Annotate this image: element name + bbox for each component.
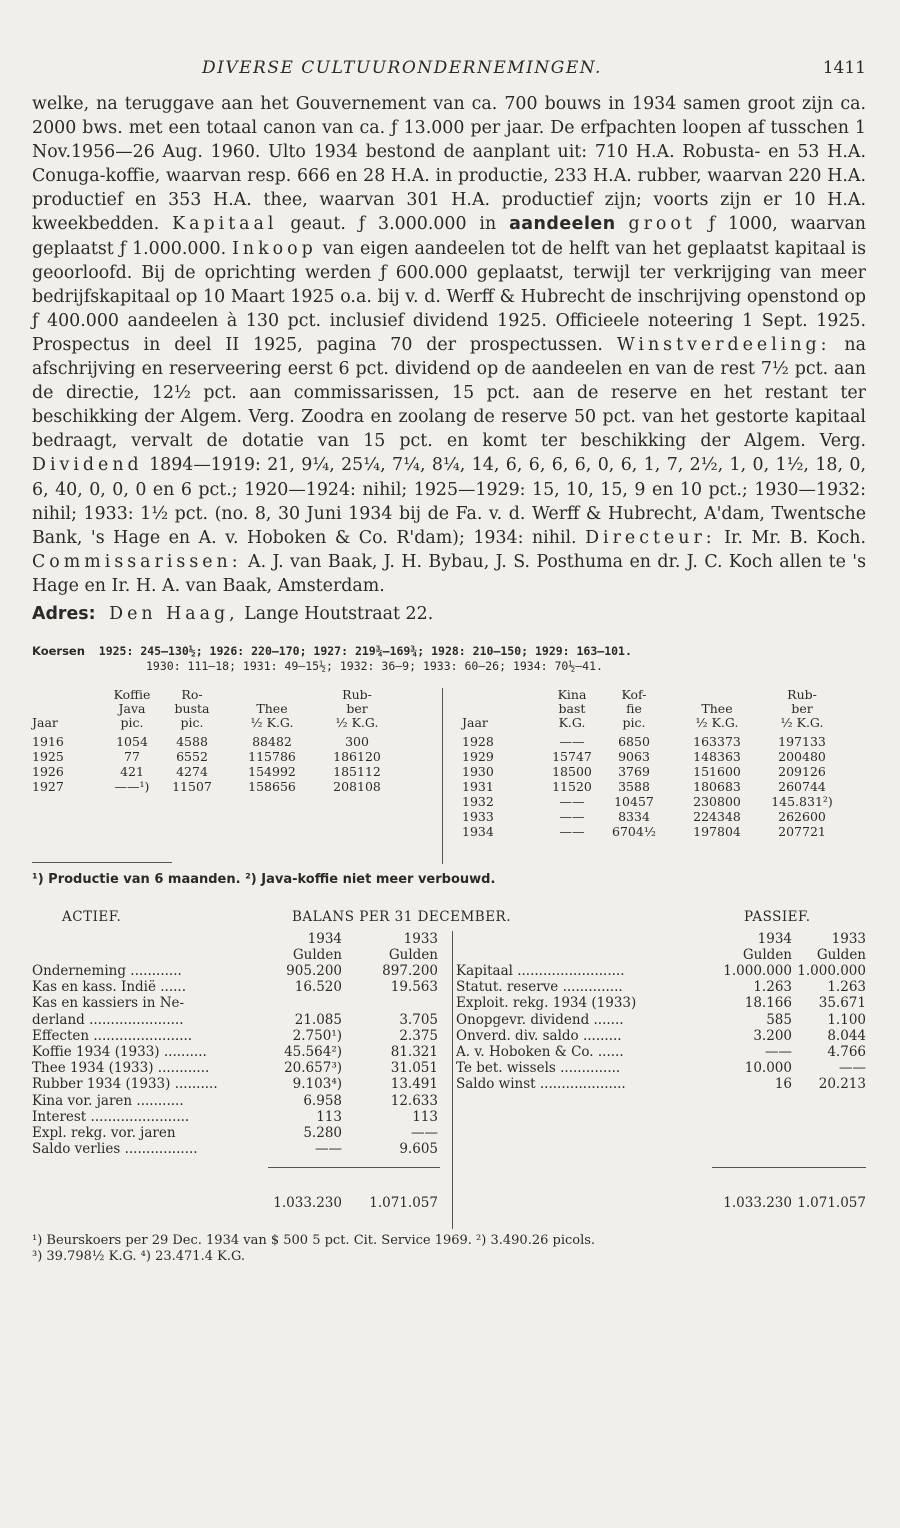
actief-label-6: Thee 1934 (1933) ............: [32, 1060, 210, 1077]
actief-1933-0: 897.200: [382, 962, 438, 979]
commissarissen-label: Commissarissen:: [32, 551, 242, 572]
address-label: Adres:: [32, 603, 96, 624]
right-cell-1-2: 9063: [618, 748, 650, 764]
actief-1934-9: 113: [316, 1108, 342, 1125]
actief-1934-10: 5.280: [303, 1124, 342, 1141]
actief-label-9: Interest .......................: [32, 1108, 190, 1125]
page-header: [32, 58, 866, 92]
left-header-3-2: ½ K.G.: [250, 714, 294, 730]
right-cell-0-1: ——: [559, 733, 585, 749]
left-cell-1-2: 6552: [176, 748, 208, 764]
right-cell-5-3: 224348: [693, 808, 741, 824]
share-prices: [32, 644, 866, 674]
production-footnote: ¹) Productie van 6 maanden. ²) Java-koffie niet meer verbouwd.: [32, 871, 496, 887]
right-cell-0-2: 6850: [618, 733, 650, 749]
inkoop-label: Inkoop: [232, 238, 317, 259]
actief-label-4: Effecten .......................: [32, 1027, 193, 1044]
left-cell-0-0: 1916: [32, 733, 64, 749]
right-header-1-2: K.G.: [558, 714, 586, 730]
directeur-label: Directeur:: [585, 527, 716, 548]
right-cell-6-0: 1934: [462, 823, 494, 839]
right-header-2-2: pic.: [622, 714, 646, 730]
left-cell-3-4: 208108: [333, 778, 381, 794]
actief-1933-3: 3.705: [399, 1011, 438, 1028]
footnote-rule: [32, 862, 172, 863]
passief-1934-1: 1.263: [753, 979, 792, 996]
text-commissarissen: A. J. van Baak, J. H. Bybau, J. S. Posthuma en dr. J. C. Koch allen te 's Hage en Ir. H. A. van Baak, Amsterdam.: [32, 551, 867, 596]
left-cell-1-1: 77: [124, 748, 140, 764]
left-header-2-2: pic.: [180, 714, 204, 730]
right-cell-3-0: 1931: [462, 778, 494, 794]
right-header-2-0: Kof-: [621, 686, 647, 702]
right-header-4-0: Rub-: [787, 686, 817, 702]
passief-1933-2: 35.671: [818, 995, 866, 1012]
passief-1934-4: 3.200: [753, 1027, 792, 1044]
actief-1933-11: 9.605: [399, 1141, 438, 1158]
actief-1934-7: 9.103⁴): [292, 1076, 342, 1093]
actief-currency-1934: Gulden: [292, 946, 342, 963]
address-city: Den Haag,: [109, 603, 239, 624]
page-number: 1411: [822, 58, 866, 78]
right-cell-4-0: 1932: [462, 793, 494, 809]
right-cell-2-2: 3769: [618, 763, 650, 779]
footnote-line-1: ¹) Beurskoers per 29 Dec. 1934 van $ 500 5 pct. Cit. Service 1969. ²) 3.490.26 picols.: [32, 1232, 596, 1248]
passief-1933-5: 4.766: [827, 1043, 866, 1060]
right-cell-3-2: 3588: [618, 778, 650, 794]
actief-1934-11: ——: [315, 1141, 342, 1158]
koersen-line-1: 1925: 245—130½; 1926: 220—170; 1927: 219¾—169¾; 1928: 210—150; 1929: 163—101.: [98, 643, 632, 658]
left-header-2-1: busta: [174, 700, 210, 716]
text-aanplant: welke, na teruggave aan het Gouvernement van ca. 700 bouws in 1934 samen groot zijn ca. 2000 bws. met een totaal canon van ca. ƒ 13.000 per jaar. De erfpachten loopen af tusschen 1 Nov.1956—26 Aug. 1960. Ulto 1934 bestond de aanplant uit: 710 H.A. Robusta- en 53 H.A. Conuga-koffie, waarvan resp. 666 en 28 H.A. in productie, 233 H.A. rubber, waarvan 220 H.A. productief en 353 H.A. thee, waarvan 301 H.A. productief zijn; voorts zijn er 10 H.A. kweekbedden.: [32, 94, 866, 235]
right-cell-5-0: 1933: [462, 808, 494, 824]
right-cell-0-4: 197133: [778, 733, 826, 749]
actief-1933-10: ——: [411, 1124, 438, 1141]
actief-1933-4: 2.375: [399, 1027, 438, 1044]
right-header-4-1: ber: [791, 700, 813, 716]
actief-label: ACTIEF.: [62, 908, 122, 925]
right-cell-4-3: 230800: [693, 793, 741, 809]
right-cell-2-1: 18500: [552, 763, 592, 779]
koersen-label: Koersen: [32, 643, 85, 658]
left-cell-0-1: 1054: [116, 733, 148, 749]
actief-label-7: Rubber 1934 (1933) ..........: [32, 1076, 218, 1093]
passief-label-5: A. v. Hoboken & Co. ......: [456, 1043, 624, 1060]
actief-1934-3: 21.085: [294, 1011, 342, 1028]
right-cell-4-4: 145.831²): [771, 793, 833, 809]
passief-year-1933: 1933: [831, 930, 866, 947]
balance-divider: [452, 931, 453, 1229]
passief-1934-3: 585: [766, 1011, 792, 1028]
actief-1934-4: 2.750¹): [292, 1027, 342, 1044]
right-header-3-2: ½ K.G.: [695, 714, 739, 730]
right-header-0-2: Jaar: [462, 714, 488, 730]
passief-total-1933: 1.071.057: [797, 1194, 866, 1211]
running-title: DIVERSE CULTUURONDERNEMINGEN.: [202, 58, 602, 78]
company-description: [32, 92, 866, 598]
page: [32, 58, 866, 1265]
footnote-line-2: ³) 39.798½ K.G. ⁴) 23.471.4 K.G.: [32, 1248, 246, 1264]
actief-1933-6: 31.051: [390, 1060, 438, 1077]
text-geplaatst: ƒ 1000, waarvan geplaatst ƒ 1.000.000.: [32, 214, 867, 259]
left-cell-2-1: 421: [120, 763, 144, 779]
right-cell-5-4: 262600: [778, 808, 826, 824]
passief-1934-5: ——: [765, 1043, 792, 1060]
text-dividend: 1894—1919: 21, 9¼, 25¼, 7¼, 8¼, 14, 6, 6, 6, 6, 0, 6, 1, 7, 2½, 1, 0, 1½, 18, 0, 6, 40, 0, 0, 0 en 6 pct.; 1920—1924: nihil; 1925—1929: 15, 10, 15, 9 en 10 pct.; 1930—1932: nihil; 1933: 1½ pct. (no. 8, 30 Juni 1934 bij de Fa. v. d. Werff & Hubrecht, A'dam, Twentsche Bank, 's Hage en A. v. Hoboken & Co. R'dam); 1934: nihil.: [32, 455, 866, 548]
left-cell-1-3: 115786: [248, 748, 296, 764]
actief-label-5: Koffie 1934 (1933) ..........: [32, 1043, 207, 1060]
actief-1934-8: 6.958: [303, 1092, 342, 1109]
passief-label-6: Te bet. wissels ..............: [456, 1060, 621, 1077]
passief-1934-6: 10.000: [744, 1060, 792, 1077]
actief-label-8: Kina vor. jaren ...........: [32, 1092, 184, 1109]
left-cell-0-3: 88482: [252, 733, 292, 749]
text-inkoop: van eigen aandeelen tot de helft van het geplaatst kapitaal is geoorloofd. Bij de oprichting werden ƒ 600.000 geplaatst, terwijl ter verkrijging van meer bedrijfskapitaal op 10 Maart 1925 o.a. bij v. d. Werff & Hubrecht de inschrijving openstond op ƒ 400.000 aandeelen à 130 pct. inclusief dividend 1925. Officieele noteering 1 Sept. 1925. Prospectus in deel II 1925, pagina 70 der prospectussen.: [32, 238, 867, 355]
aandeelen-label: aandeelen: [509, 214, 616, 235]
actief-label-10: Expl. rekg. vor. jaren: [32, 1124, 176, 1141]
actief-total-rule: [268, 1167, 440, 1168]
right-header-4-2: ½ K.G.: [780, 714, 824, 730]
passief-1933-7: 20.213: [818, 1076, 866, 1093]
passief-1933-1: 1.263: [827, 979, 866, 996]
right-header-3-1: Thee: [701, 700, 733, 716]
balance-footnotes: [32, 1233, 866, 1265]
passief-1934-0: 1.000.000: [723, 962, 792, 979]
right-cell-1-0: 1929: [462, 748, 494, 764]
right-cell-2-0: 1930: [462, 763, 494, 779]
passief-1934-7: 16: [774, 1076, 792, 1093]
right-cell-6-3: 197804: [693, 823, 741, 839]
passief-label-7: Saldo winst ....................: [456, 1076, 626, 1093]
table-divider: [442, 688, 443, 864]
actief-1933-8: 12.633: [390, 1092, 438, 1109]
passief-1934-2: 18.166: [744, 995, 792, 1012]
passief-total-rule: [712, 1167, 866, 1168]
actief-year-1933: 1933: [403, 930, 438, 947]
koersen-line-2: 1930: 111—18; 1931: 49—15½; 1932: 36—9; 1933: 60—26; 1934: 70½—41.: [146, 658, 603, 673]
left-cell-2-3: 154992: [248, 763, 296, 779]
left-cell-3-1: ——¹): [114, 778, 150, 794]
left-header-4-0: Rub-: [342, 686, 372, 702]
left-cell-3-2: 11507: [172, 778, 212, 794]
right-cell-6-1: ——: [559, 823, 585, 839]
passief-label-2: Exploit. rekg. 1934 (1933): [456, 995, 637, 1012]
left-header-1-0: Koffie: [113, 686, 151, 702]
right-cell-1-1: 15747: [552, 748, 592, 764]
left-cell-2-2: 4274: [176, 763, 208, 779]
right-cell-0-3: 163373: [693, 733, 741, 749]
passief-label: PASSIEF.: [744, 908, 811, 925]
passief-1933-4: 8.044: [827, 1027, 866, 1044]
text-winstverdeeling: na afschrijving en reserveering eerst 6 pct. dividend op de aandeelen en van de rest 7½ pct. aan de directie, 12½ pct. aan commissarissen, 15 pct. aan de reserve en het restant ter beschikking der Algem. Verg. Zoodra en zoolang de reserve 50 pct. van het gestorte kapitaal bedraagt, vervalt de dotatie van 15 pct. en komt ter beschikking der Algem. Verg.: [32, 334, 866, 452]
actief-year-1934: 1934: [307, 930, 342, 947]
actief-label-11: Saldo verlies .................: [32, 1141, 198, 1158]
actief-1934-5: 45.564²): [284, 1043, 342, 1060]
actief-label-1: Kas en kass. Indië ......: [32, 979, 187, 996]
passief-label-3: Onopgevr. dividend .......: [456, 1011, 624, 1028]
right-cell-0-0: 1928: [462, 733, 494, 749]
actief-1933-7: 13.491: [390, 1076, 438, 1093]
left-header-0-2: Jaar: [32, 714, 58, 730]
actief-1933-1: 19.563: [390, 979, 438, 996]
actief-currency-1933: Gulden: [388, 946, 438, 963]
left-cell-2-4: 185112: [333, 763, 381, 779]
passief-year-1934: 1934: [757, 930, 792, 947]
winstverdeeling-label: Winstverdeeling:: [616, 334, 831, 355]
left-header-1-2: pic.: [120, 714, 144, 730]
passief-label-4: Onverd. div. saldo .........: [456, 1027, 622, 1044]
right-cell-6-4: 207721: [778, 823, 826, 839]
passief-total-1934: 1.033.230: [723, 1194, 792, 1211]
right-cell-2-4: 209126: [778, 763, 826, 779]
passief-label-0: Kapitaal .........................: [456, 962, 625, 979]
address-street: Lange Houtstraat 22.: [244, 603, 434, 624]
balance-sheet: [32, 909, 866, 1229]
production-table: [32, 688, 866, 864]
left-header-4-2: ½ K.G.: [335, 714, 379, 730]
passief-1933-6: ——: [839, 1060, 866, 1077]
text-directeur: Ir. Mr. B. Koch.: [724, 527, 866, 548]
actief-1934-0: 905.200: [286, 962, 342, 979]
balance-title: BALANS PER 31 DECEMBER.: [292, 908, 512, 925]
passief-label-1: Statut. reserve ..............: [456, 979, 623, 996]
actief-1933-5: 81.321: [390, 1043, 438, 1060]
right-header-2-1: fie: [626, 700, 642, 716]
right-cell-3-4: 260744: [778, 778, 826, 794]
left-header-1-1: Java: [118, 700, 146, 716]
left-header-2-0: Ro-: [181, 686, 203, 702]
passief-1933-3: 1.100: [827, 1011, 866, 1028]
left-cell-1-0: 1925: [32, 748, 64, 764]
right-cell-3-1: 11520: [552, 778, 592, 794]
actief-1934-1: 16.520: [294, 979, 342, 996]
right-header-1-1: bast: [558, 700, 586, 716]
right-cell-4-2: 10457: [614, 793, 654, 809]
dividend-label: Dividend: [32, 455, 143, 476]
right-cell-1-4: 200480: [778, 748, 826, 764]
actief-1933-9: 113: [412, 1108, 438, 1125]
actief-total-1934: 1.033.230: [273, 1194, 342, 1211]
right-cell-2-3: 151600: [693, 763, 741, 779]
left-cell-0-4: 300: [345, 733, 369, 749]
left-cell-3-3: 158656: [248, 778, 296, 794]
groot-label: groot: [628, 214, 696, 235]
actief-label-2: Kas en kassiers in Ne-: [32, 995, 185, 1012]
right-cell-4-1: ——: [559, 793, 585, 809]
right-cell-1-3: 148363: [693, 748, 741, 764]
right-cell-6-2: 6704½: [612, 823, 656, 839]
kapitaal-label: Kapitaal: [172, 214, 278, 235]
right-cell-3-3: 180683: [693, 778, 741, 794]
passief-currency-1933: Gulden: [816, 946, 866, 963]
text-kapitaal: geaut. ƒ 3.000.000 in: [290, 214, 497, 235]
left-cell-0-2: 4588: [176, 733, 208, 749]
passief-currency-1934: Gulden: [742, 946, 792, 963]
left-header-4-1: ber: [346, 700, 368, 716]
left-cell-3-0: 1927: [32, 778, 64, 794]
left-header-3-1: Thee: [256, 700, 288, 716]
right-cell-5-1: ——: [559, 808, 585, 824]
left-cell-2-0: 1926: [32, 763, 64, 779]
right-cell-5-2: 8334: [618, 808, 650, 824]
passief-1933-0: 1.000.000: [797, 962, 866, 979]
actief-total-1933: 1.071.057: [369, 1194, 438, 1211]
right-header-1-0: Kina: [557, 686, 587, 702]
actief-label-0: Onderneming ............: [32, 962, 182, 979]
actief-label-3: derland ......................: [32, 1011, 184, 1028]
actief-1934-6: 20.657³): [284, 1060, 342, 1077]
address: [32, 602, 866, 626]
left-cell-1-4: 186120: [333, 748, 381, 764]
